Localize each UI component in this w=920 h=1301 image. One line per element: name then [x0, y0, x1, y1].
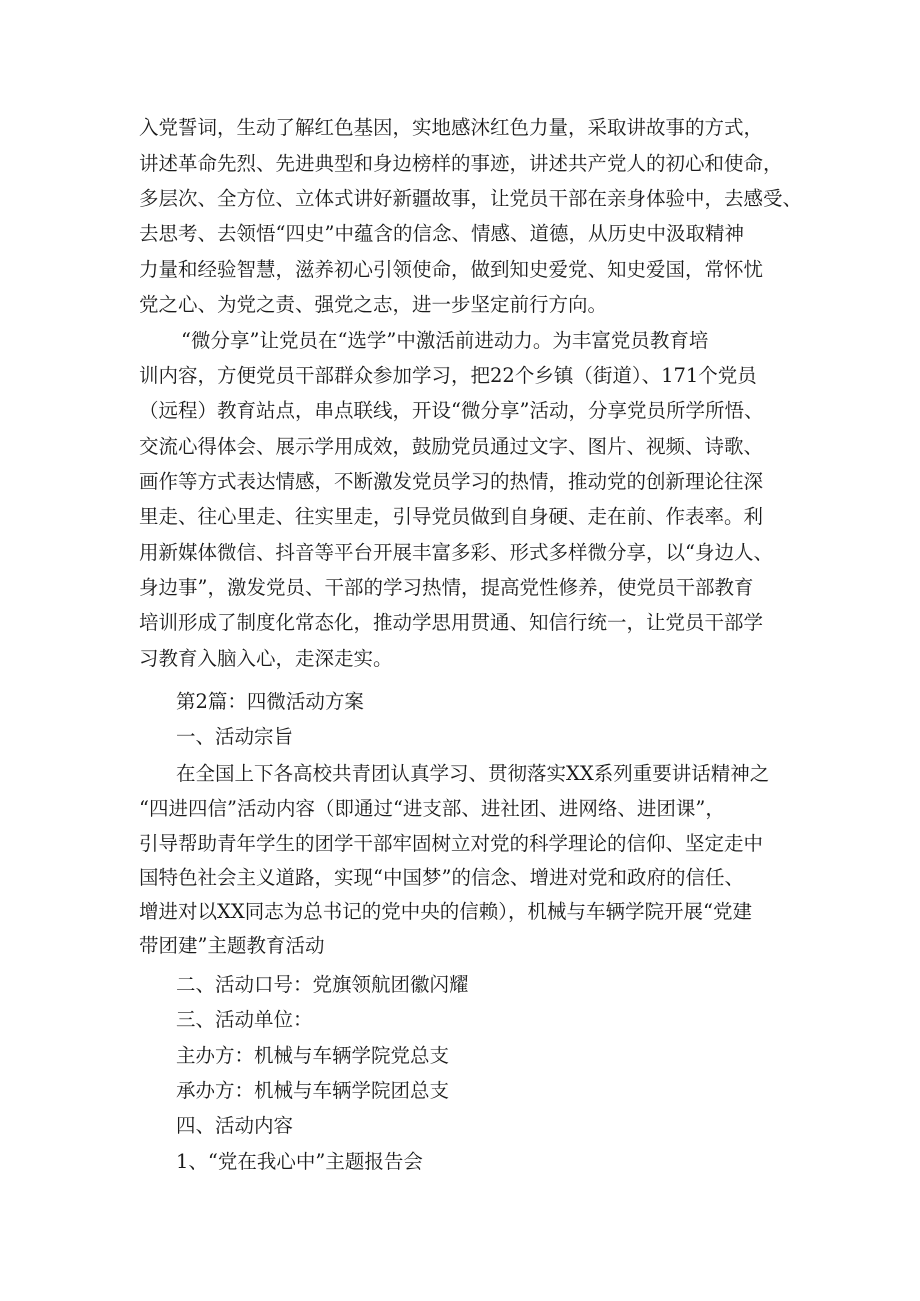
paragraph-line: （远程）教育站点，串点联线，开设“微分享”活动，分享党员所学所悟、	[139, 399, 764, 422]
content-heading: 四、活动内容	[176, 1114, 294, 1137]
paragraph-line: 多层次、全方位、立体式讲好新疆故事，让党员干部在亲身体验中，去感受、	[139, 187, 803, 210]
host-line: 主办方：机械与车辆学院党总支	[176, 1044, 450, 1067]
paragraph-line: 训内容，方便党员干部群众参加学习，把22个乡镇（街道）、171个党员	[139, 364, 757, 387]
paragraph-line: 引导帮助青年学生的团学干部牢固树立对党的科学理论的信仰、坚定走中	[139, 832, 764, 855]
section-heading: 第2篇：四微活动方案	[176, 690, 364, 713]
paragraph-line: 增进对以XX同志为总书记的党中央的信赖），机械与车辆学院开展“党建	[139, 900, 752, 923]
paragraph-line: 国特色社会主义道路，实现“中国梦”的信念、增进对党和政府的信任、	[139, 866, 744, 889]
paragraph-line: “微分享”让党员在“选学”中激活前进动力。为丰富党员教育培	[181, 329, 709, 352]
paragraph-line: 画作等方式表达情感，不断激发党员学习的热情，推动党的创新理论往深	[139, 470, 764, 493]
purpose-heading: 一、活动宗旨	[176, 725, 294, 748]
paragraph-line: 党之心、为党之责、强党之志，进一步坚定前行方向。	[139, 293, 608, 316]
units-heading: 三、活动单位：	[176, 1008, 313, 1031]
paragraph-line: 力量和经验智慧，滋养初心引领使命，做到知史爱党、知史爱国，常怀忧	[139, 258, 764, 281]
slogan-line: 二、活动口号：党旗领航团徽闪耀	[176, 973, 469, 996]
organizer-line: 承办方：机械与车辆学院团总支	[176, 1079, 450, 1102]
paragraph-line: 交流心得体会、展示学用成效，鼓励党员通过文字、图片、视频、诗歌、	[139, 435, 764, 458]
paragraph-line: 用新媒体微信、抖音等平台开展丰富多彩、形式多样微分享，以“身边人、	[139, 541, 773, 564]
paragraph-line: 带团建”主题教育活动	[139, 934, 325, 957]
paragraph-line: 去思考、去领悟“四史”中蕴含的信念、情感、道德，从历史中汲取精神	[139, 222, 744, 245]
paragraph-line: 里走、往心里走、往实里走，引导党员做到自身硬、走在前、作表率。利	[139, 505, 764, 528]
item-line: 1、“党在我心中”主题报告会	[176, 1150, 423, 1173]
paragraph-line: “四进四信”活动内容（即通过“进支部、进社团、进网络、进团课”，	[139, 797, 725, 820]
paragraph-line: 培训形成了制度化常态化，推动学思用贯通、知信行统一，让党员干部学	[139, 611, 764, 634]
paragraph-line: 入党誓词，生动了解红色基因，实地感沐红色力量，采取讲故事的方式，	[139, 116, 764, 139]
paragraph-line: 讲述革命先烈、先进典型和身边榜样的事迹，讲述共产党人的初心和使命，	[139, 152, 783, 175]
paragraph-line: 习教育入脑入心，走深走实。	[139, 647, 393, 670]
paragraph-line: 身边事”，激发党员、干部的学习热情，提高党性修养，使党员干部教育	[139, 576, 754, 599]
paragraph-line: 在全国上下各高校共青团认真学习、贯彻落实XX系列重要讲话精神之	[176, 762, 770, 785]
